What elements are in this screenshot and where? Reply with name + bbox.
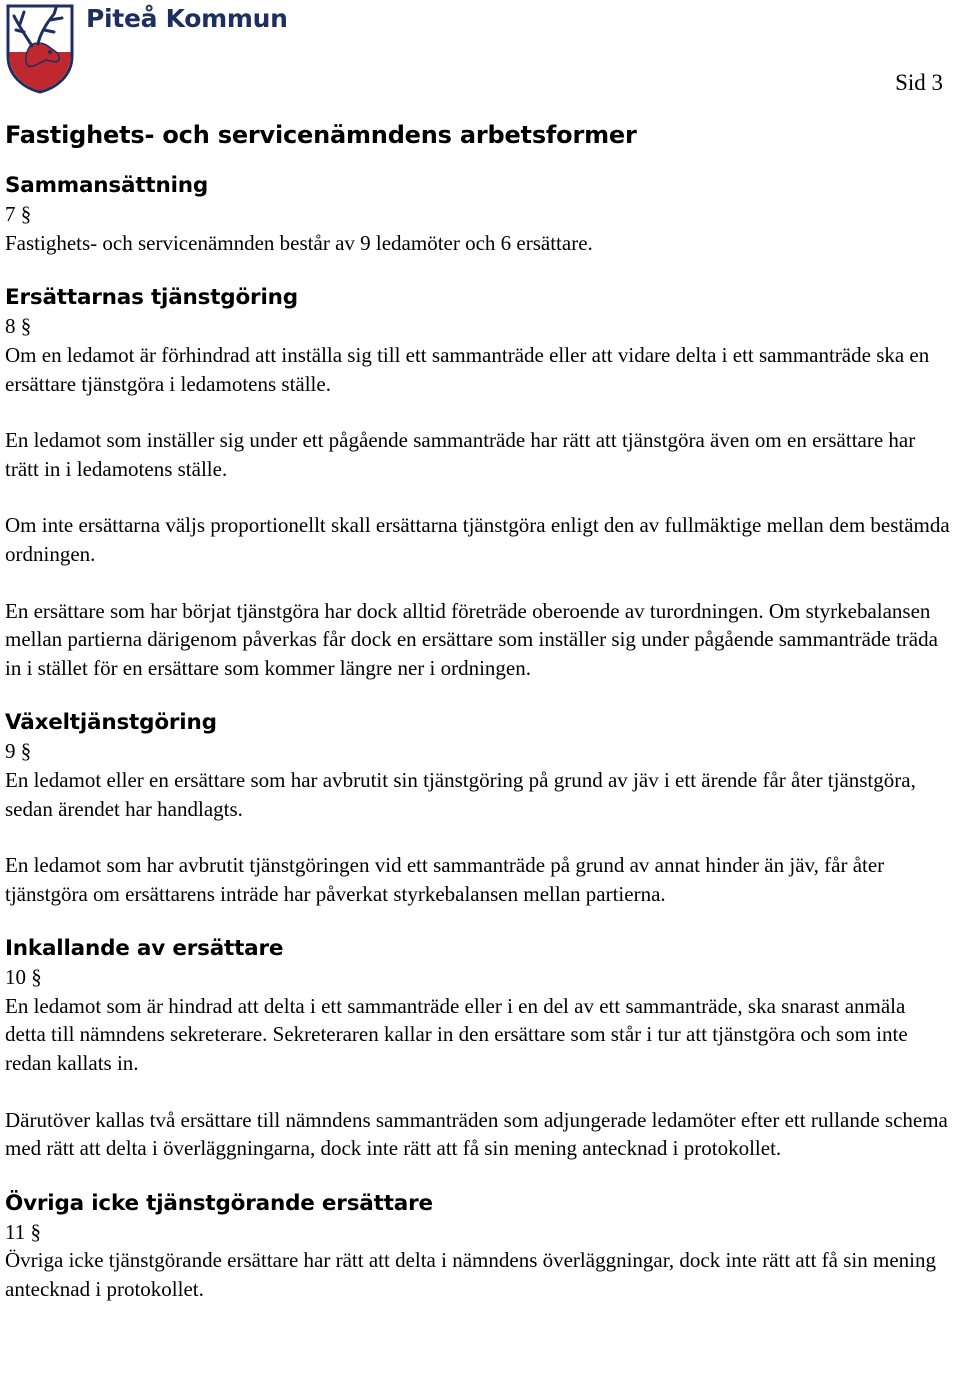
paragraph-text: Om inte ersättarna väljs proportionellt skall ersättarna tjänstgöra enligt den av fullmäktige mellan dem bestämda ordningen.	[5, 513, 950, 566]
page-number: Sid 3	[895, 70, 943, 95]
paragraph-number: 10 §	[5, 965, 42, 990]
page-header	[4, 2, 304, 94]
document-body	[5, 120, 950, 1330]
paragraph-text: En ersättare som har börjat tjänstgöra har dock alltid företräde oberoende av turordningen. Om styrkebalansen mellan partierna därigenom påverkas får dock en ersättare som inställer sig under pågående sammanträde träda in i stället för en ersättare som kommer längre ner i ordningen.	[5, 598, 938, 680]
organization-name: Piteå Kommun	[86, 4, 288, 33]
reindeer-coat-of-arms-icon	[4, 2, 76, 94]
section-ovriga-ersattare	[5, 1189, 950, 1304]
paragraph-number: 9 §	[5, 739, 32, 764]
section-heading: Sammansättning	[5, 173, 209, 199]
paragraph-text: En ledamot som inställer sig under ett pågående sammanträde har rätt att tjänstgöra även om en ersättare har trätt in i ledamotens ställe.	[5, 428, 916, 481]
paragraph-text: Fastighets- och servicenämnden består av 9 ledamöter och 6 ersättare.	[5, 230, 593, 255]
section-heading: Ersättarnas tjänstgöring	[5, 285, 298, 311]
paragraph-number: 8 §	[5, 314, 32, 339]
section-heading: Växeltjänstgöring	[5, 710, 217, 736]
paragraph-text: En ledamot som är hindrad att delta i ett sammanträde eller i en del av ett sammanträde, ska snarast anmäla detta till nämndens sekreterare. Sekreteraren kallar in den ersättare som står i tur att tjänstgöra och som inte redan kallats in.	[5, 993, 908, 1076]
section-heading: Övriga icke tjänstgörande ersättare	[5, 1190, 433, 1216]
paragraph-text: Därutöver kallas två ersättare till nämndens sammanträden som adjungerade ledamöter efter ett rullande schema med rätt att delta i överläggningarna, dock inte rätt att få sin mening antecknad i protokollet.	[5, 1107, 948, 1161]
paragraph-text: Övriga icke tjänstgörande ersättare har rätt att delta i nämndens överläggningar, dock inte rätt att få sin mening antecknad i protokollet.	[5, 1248, 936, 1302]
section-inkallande-av-ersattare	[5, 934, 950, 1163]
section-heading: Inkallande av ersättare	[5, 936, 284, 962]
paragraph-text: En ledamot som har avbrutit tjänstgöringen vid ett sammanträde på grund av annat hinder än jäv, får åter tjänstgöra om ersättarens inträde har påverkat styrkebalansen mellan partierna.	[5, 853, 885, 906]
section-ersattarnas-tjanstgoring	[5, 283, 950, 682]
paragraph-number: 7 §	[5, 202, 32, 227]
section-vaxeltjanstgoring	[5, 708, 950, 908]
section-sammansattning	[5, 171, 950, 257]
paragraph-text: Om en ledamot är förhindrad att inställa sig till ett sammanträde eller att vidare delta i ett sammanträde ska en ersättare tjänstgöra i ledamotens ställe.	[5, 342, 930, 396]
paragraph-text: En ledamot eller en ersättare som har avbrutit sin tjänstgöring på grund av jäv i ett ärende får åter tjänstgöra, sedan ärendet har handlagts.	[5, 767, 916, 821]
paragraph-number: 11 §	[5, 1219, 41, 1244]
document-title: Fastighets- och servicenämndens arbetsformer	[5, 121, 637, 149]
